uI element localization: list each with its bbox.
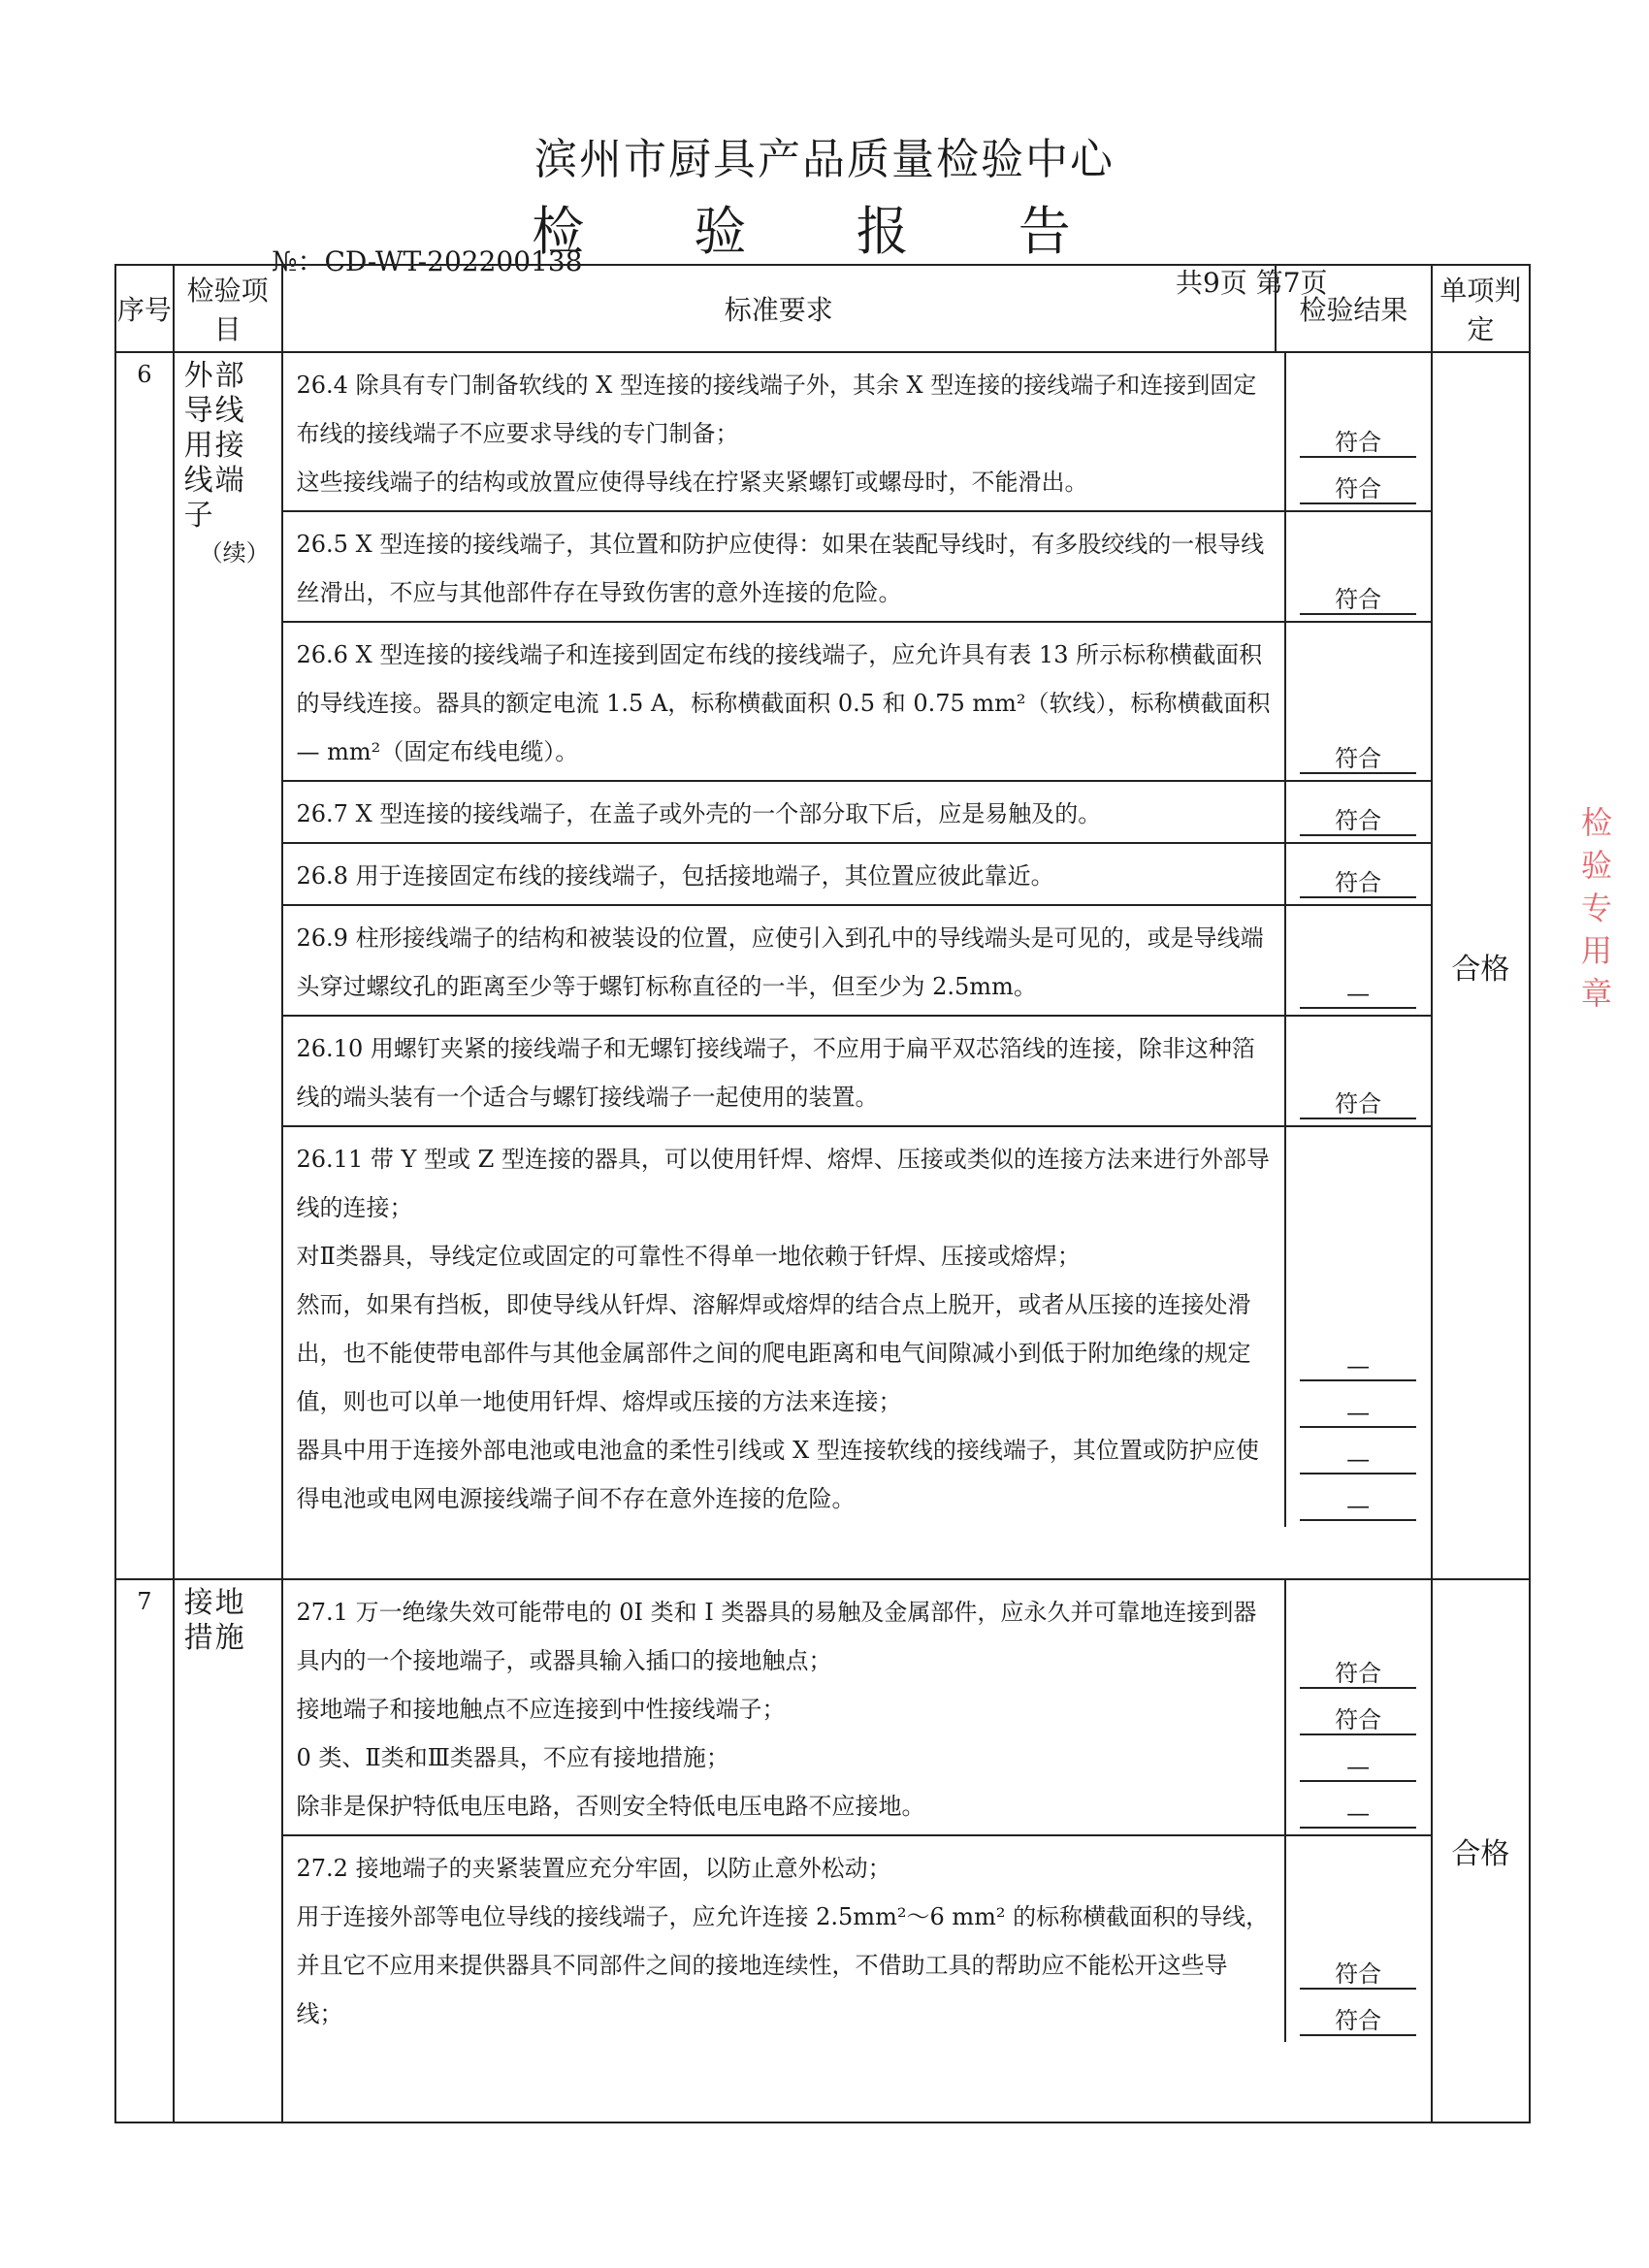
judgment-cell (1432, 352, 1530, 1579)
result-mark: — (1300, 1399, 1416, 1428)
result-mark: 符合 (1300, 869, 1416, 898)
clause-text: 然而，如果有挡板，即使导线从钎焊、溶解焊或熔焊的结合点上脱开，或者从压接的连接处滑出，也不能使带电部件与其他金属部件之间的爬电距离和电气间隙减小到低于附加绝缘的规定值，则也可以单一地使用钎焊、熔焊或压接的方法来连接； (296, 1291, 1251, 1415)
item-cell (174, 352, 282, 1579)
result-mark: — (1300, 1492, 1416, 1521)
clause-list (283, 353, 1431, 1527)
result-mark: 符合 (1300, 1090, 1416, 1119)
clause-text: 接地端子和接地触点不应连接到中性接线端子； (296, 1696, 786, 1723)
clause-text: 26.9 柱形接线端子的结构和被装设的位置，应使引入到孔中的导线端头是可见的，或是导线端头穿过螺纹孔的距离至少等于螺钉标称直径的一半，但至少为 2.5mm。 (296, 924, 1264, 1000)
result-mark: — (1300, 1753, 1416, 1782)
row-number: 7 (115, 1579, 174, 2122)
result-mark: — (1300, 1799, 1416, 1829)
row-number: 6 (115, 352, 174, 1579)
result-mark: — (1300, 1445, 1416, 1474)
red-seal-stamp: 检验专用章 (1581, 804, 1613, 1012)
table-row (115, 352, 1530, 1579)
document-number: №：CD-WT-202200138 (272, 245, 583, 277)
judgment-cell (1432, 1579, 1530, 2122)
item-label: 接地措施 (183, 1586, 246, 1655)
page-info: 共9页 第7页 (1176, 267, 1328, 299)
clause-text: 27.2 接地端子的夹紧装置应充分牢固，以防止意外松动； (296, 1855, 891, 1882)
clause-text: 26.10 用螺钉夹紧的接线端子和无螺钉接线端子，不应用于扁平双芯箔线的连接，除非这种箔线的端头装有一个适合与螺钉接线端子一起使用的装置。 (296, 1035, 1255, 1111)
header-no: 序号 (115, 265, 174, 352)
clause-text: 26.11 带 Y 型或 Z 型连接的器具，可以使用钎焊、熔焊、压接或类似的连接方法来进行外部导线的连接； (296, 1146, 1270, 1221)
result-mark: — (1300, 1352, 1416, 1381)
result-mark: 符合 (1300, 1706, 1416, 1735)
header-result: 检验结果 (1276, 265, 1432, 352)
judgment-value: 合格 (1451, 1837, 1510, 1871)
clause-row (283, 1835, 1431, 2042)
clause-row (283, 781, 1431, 843)
clause-text: 用于连接外部等电位导线的接线端子，应允许连接 2.5mm²～6 mm² 的标称横截面积的导线，并且它不应用来提供器具不同部件之间的接地连续性，不借助工具的帮助应不能松开这些导线； (296, 1903, 1270, 2027)
header-judgment: 单项判定 (1432, 265, 1530, 352)
clause-text: 对Ⅱ类器具，导线定位或固定的可靠性不得单一地依赖于钎焊、压接或熔焊； (296, 1243, 1081, 1270)
report-title: 检 验 报 告 (532, 201, 1117, 262)
result-mark: — (1300, 980, 1416, 1009)
result-mark: 符合 (1300, 807, 1416, 836)
clause-row (283, 843, 1431, 905)
result-mark: 符合 (1300, 429, 1416, 458)
clause-text: 26.5 X 型连接的接线端子，其位置和防护应使得：如果在装配导线时，有多股绞线的一根导线丝滑出，不应与其他部件存在导致伤害的意外连接的危险。 (296, 531, 1265, 606)
clause-cell (282, 352, 1432, 1579)
table-header-row (115, 265, 1530, 352)
item-cell (174, 1579, 282, 2122)
clause-row (283, 905, 1431, 1016)
item-label: 外部导线用接线端子 (183, 359, 246, 533)
clause-text: 除非是保护特低电压电路，否则安全特低电压电路不应接地。 (296, 1793, 925, 1820)
clause-text: 26.6 X 型连接的接线端子和连接到固定布线的接线端子，应允许具有表 13 所示标称横截面积的导线连接。器具的额定电流 1.5 A，标称横截面积 0.5 和 0.75 mm²（软线），标称横截面积 — mm²（固定布线电缆）。 (296, 641, 1271, 765)
header-standard: 标准要求 (282, 265, 1277, 352)
result-mark: 符合 (1300, 745, 1416, 774)
clause-text: 这些接线端子的结构或放置应使得导线在拧紧夹紧螺钉或螺母时，不能滑出。 (296, 469, 1088, 496)
clause-row (283, 511, 1431, 622)
clause-text: 器具中用于连接外部电池或电池盒的柔性引线或 X 型连接软线的接线端子，其位置或防护应使得电池或电网电源接线端子间不存在意外连接的危险。 (296, 1437, 1259, 1512)
result-mark: 符合 (1300, 2007, 1416, 2036)
organization-title: 滨州市厨具产品质量检验中心 (534, 135, 1115, 184)
inspection-table (114, 264, 1531, 2123)
clause-text: 27.1 万一绝缘失效可能带电的 0I 类和 I 类器具的易触及金属部件，应永久并可靠地连接到器具内的一个接地端子，或器具输入插口的接地触点； (296, 1599, 1257, 1674)
clause-cell (282, 1579, 1432, 2122)
result-mark: 符合 (1300, 475, 1416, 504)
clause-row (283, 1580, 1431, 1835)
judgment-value: 合格 (1451, 952, 1510, 987)
table-row (115, 1579, 1530, 2122)
clause-row (283, 1016, 1431, 1126)
clause-text: 0 类、Ⅱ类和Ⅲ类器具，不应有接地措施； (296, 1744, 729, 1771)
item-continued: （续） (199, 539, 270, 567)
header-item: 检验项目 (174, 265, 282, 352)
clause-list (283, 1580, 1431, 2042)
clause-text: 26.4 除具有专门制备软线的 X 型连接的接线端子外，其余 X 型连接的接线端子和连接到固定布线的接线端子不应要求导线的专门制备； (296, 372, 1257, 447)
result-mark: 符合 (1300, 1660, 1416, 1689)
clause-row (283, 622, 1431, 781)
result-mark: 符合 (1300, 1960, 1416, 1990)
clause-row (283, 353, 1431, 511)
result-mark: 符合 (1300, 586, 1416, 615)
clause-row (283, 1126, 1431, 1527)
clause-text: 26.7 X 型连接的接线端子，在盖子或外壳的一个部分取下后，应是易触及的。 (296, 800, 1102, 827)
clause-text: 26.8 用于连接固定布线的接线端子，包括接地端子，其位置应彼此靠近。 (296, 862, 1054, 890)
